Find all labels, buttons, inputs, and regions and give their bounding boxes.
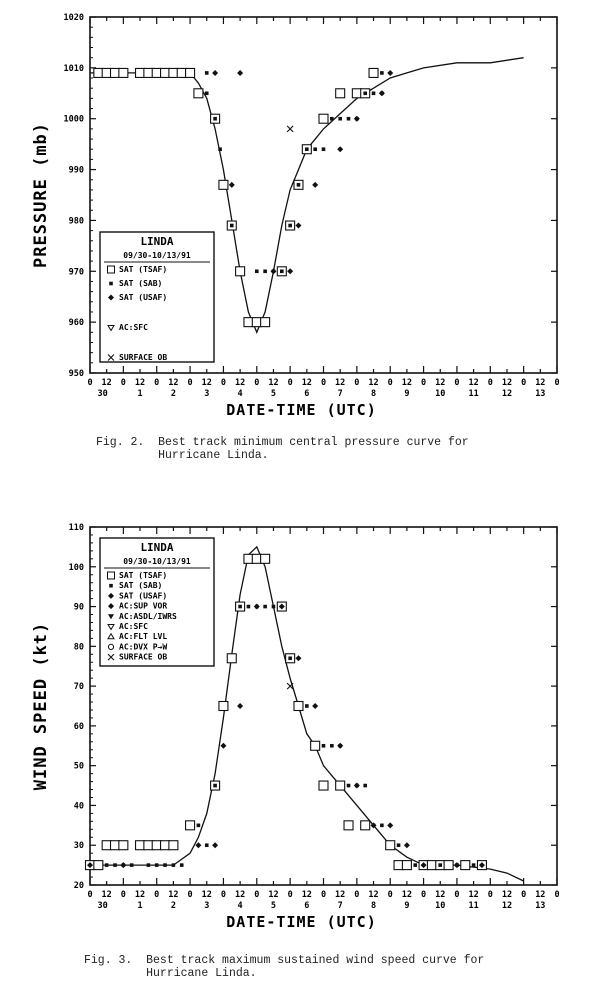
data-point bbox=[212, 842, 218, 848]
x-date-label: 7 bbox=[337, 901, 343, 911]
data-point bbox=[263, 269, 267, 273]
x-tick-label: 0 bbox=[154, 378, 160, 388]
y-tick-label: 950 bbox=[68, 369, 84, 379]
data-point bbox=[313, 147, 317, 151]
data-point bbox=[219, 702, 228, 711]
y-axis-title: WIND SPEED (kt) bbox=[31, 621, 51, 791]
caption-line-2: Hurricane Linda. bbox=[146, 967, 257, 980]
legend-box bbox=[100, 538, 214, 666]
data-point bbox=[272, 605, 276, 609]
data-point bbox=[213, 784, 217, 788]
x-axis-title: DATE-TIME (UTC) bbox=[226, 401, 377, 419]
legend-entry: SAT (USAF) bbox=[119, 591, 168, 601]
x-tick-label: 0 bbox=[320, 890, 327, 900]
x-date-label: 2 bbox=[170, 901, 176, 911]
data-point bbox=[213, 117, 217, 121]
x-tick-label: 12 bbox=[501, 378, 513, 388]
legend-entry: SAT (SAB) bbox=[119, 279, 163, 288]
data-point bbox=[136, 841, 145, 850]
caption-fig-number: Fig. 3. bbox=[84, 954, 133, 967]
data-point bbox=[120, 862, 126, 868]
data-point bbox=[312, 703, 318, 709]
data-point bbox=[270, 268, 276, 274]
y-tick-label: 20 bbox=[73, 881, 84, 891]
x-tick-label: 12 bbox=[368, 890, 379, 900]
data-point bbox=[372, 91, 376, 95]
data-point bbox=[197, 824, 201, 828]
x-date-label: 9 bbox=[404, 389, 410, 399]
legend-entry: SAT (SAB) bbox=[119, 581, 163, 591]
legend-entry: AC:DVX P→W bbox=[119, 642, 168, 652]
x-date-label: 3 bbox=[204, 901, 210, 911]
x-tick-label: 0 bbox=[554, 890, 560, 900]
data-point bbox=[438, 863, 442, 867]
x-tick-label: 0 bbox=[487, 890, 493, 900]
legend-title: LINDA bbox=[140, 235, 174, 248]
data-point bbox=[338, 117, 342, 121]
x-tick-label: 0 bbox=[287, 378, 293, 388]
data-point bbox=[94, 68, 103, 77]
x-date-label: 3 bbox=[204, 389, 210, 399]
legend-dates: 09/30-10/13/91 bbox=[123, 557, 191, 566]
data-point bbox=[186, 821, 195, 830]
x-tick-label: 12 bbox=[501, 890, 513, 900]
caption-line-1: Best track maximum sustained wind speed curve for bbox=[146, 954, 485, 967]
figure-2-caption bbox=[96, 436, 469, 462]
x-tick-label: 12 bbox=[401, 378, 413, 388]
x-tick-label: 0 bbox=[220, 890, 226, 900]
x-tick-label: 12 bbox=[301, 890, 312, 900]
data-point bbox=[212, 70, 218, 76]
data-point bbox=[394, 861, 403, 870]
legend-box bbox=[100, 232, 214, 362]
x-date-label: 11 bbox=[468, 901, 479, 911]
data-point bbox=[238, 605, 242, 609]
data-point bbox=[379, 90, 385, 96]
data-point bbox=[322, 147, 326, 151]
x-date-label: 12 bbox=[501, 389, 513, 399]
y-tick-label: 960 bbox=[68, 318, 84, 329]
x-tick-label: 0 bbox=[187, 890, 193, 900]
data-point bbox=[218, 147, 222, 151]
x-tick-label: 12 bbox=[468, 378, 479, 388]
x-date-label: 6 bbox=[304, 389, 310, 399]
data-point bbox=[119, 68, 128, 77]
data-point bbox=[205, 91, 209, 95]
x-tick-label: 0 bbox=[354, 378, 360, 388]
x-tick-label: 0 bbox=[354, 890, 360, 900]
x-date-label: 7 bbox=[337, 389, 343, 399]
x-tick-label: 0 bbox=[187, 378, 193, 388]
data-point bbox=[186, 68, 195, 77]
legend-entry: SURFACE OB bbox=[119, 652, 168, 662]
x-tick-label: 0 bbox=[254, 378, 260, 388]
legend-entry: SAT (TSAF) bbox=[119, 571, 168, 580]
x-tick-label: 12 bbox=[168, 378, 179, 388]
data-point bbox=[144, 68, 153, 77]
data-point bbox=[337, 743, 343, 749]
y-tick-label: 100 bbox=[68, 562, 84, 573]
data-point bbox=[236, 267, 245, 276]
legend-entry: AC:ASDL/IWRS bbox=[119, 611, 177, 621]
data-point bbox=[472, 863, 476, 867]
x-tick-label: 12 bbox=[435, 890, 446, 900]
data-point bbox=[295, 223, 301, 229]
data-point bbox=[194, 89, 203, 98]
x-tick-label: 0 bbox=[454, 890, 460, 900]
series-sat-sab bbox=[205, 71, 384, 273]
legend-entry: AC:SUP VOR bbox=[119, 601, 168, 611]
series-surface-ob bbox=[287, 126, 293, 132]
x-tick-label: 12 bbox=[168, 890, 179, 900]
x-date-label: 8 bbox=[370, 901, 377, 911]
y-tick-label: 970 bbox=[68, 267, 84, 278]
legend-marker bbox=[108, 266, 115, 273]
x-tick-label: 12 bbox=[134, 890, 146, 900]
caption-line-1: Best track minimum central pressure curve for bbox=[158, 436, 469, 449]
data-point bbox=[163, 863, 167, 867]
data-point bbox=[172, 863, 176, 867]
data-point bbox=[161, 68, 170, 77]
x-tick-label: 12 bbox=[368, 378, 379, 388]
data-point bbox=[336, 89, 345, 98]
data-point bbox=[363, 91, 367, 95]
data-point bbox=[136, 68, 145, 77]
data-point bbox=[305, 147, 309, 151]
y-tick-label: 110 bbox=[68, 523, 84, 533]
data-point bbox=[319, 114, 328, 123]
data-point bbox=[319, 781, 328, 790]
x-tick-label: 12 bbox=[101, 890, 112, 900]
x-tick-label: 0 bbox=[87, 378, 93, 388]
data-point bbox=[347, 784, 351, 788]
data-point bbox=[295, 655, 301, 661]
data-point bbox=[155, 863, 159, 867]
data-point bbox=[111, 68, 120, 77]
legend-entry: AC:FLT LVL bbox=[119, 632, 168, 642]
data-point bbox=[280, 269, 284, 273]
legend-entry: AC:SFC bbox=[119, 323, 148, 332]
data-point bbox=[111, 841, 120, 850]
x-tick-label: 12 bbox=[435, 378, 446, 388]
y-tick-label: 80 bbox=[73, 642, 84, 653]
x-date-label: 8 bbox=[370, 389, 377, 399]
x-date-label: 5 bbox=[270, 389, 277, 399]
figure-3-caption bbox=[84, 954, 484, 980]
x-date-label: 10 bbox=[435, 389, 446, 399]
legend-marker bbox=[109, 584, 113, 588]
y-tick-label: 50 bbox=[73, 761, 84, 772]
x-date-label: 10 bbox=[435, 901, 446, 911]
data-point bbox=[354, 783, 360, 789]
x-date-label: 13 bbox=[535, 389, 546, 399]
data-point bbox=[363, 784, 367, 788]
x-date-label: 4 bbox=[237, 901, 243, 911]
data-point bbox=[94, 861, 103, 870]
data-point bbox=[227, 654, 236, 663]
x-date-label: 11 bbox=[468, 389, 479, 399]
x-tick-label: 12 bbox=[535, 378, 546, 388]
legend-entry: SAT (USAF) bbox=[119, 293, 168, 302]
data-point bbox=[254, 604, 260, 610]
x-tick-label: 0 bbox=[421, 890, 427, 900]
x-tick-label: 0 bbox=[454, 378, 460, 388]
data-point bbox=[387, 822, 393, 828]
x-tick-label: 12 bbox=[335, 890, 346, 900]
y-tick-label: 990 bbox=[68, 165, 84, 176]
x-tick-label: 12 bbox=[201, 890, 212, 900]
data-point bbox=[152, 68, 161, 77]
data-point bbox=[252, 318, 261, 327]
data-point bbox=[180, 863, 184, 867]
y-axis-title: PRESSURE (mb) bbox=[31, 121, 51, 269]
x-tick-label: 0 bbox=[521, 890, 527, 900]
y-tick-label: 1020 bbox=[63, 13, 84, 23]
data-point bbox=[247, 605, 251, 609]
legend-entry: SAT (TSAF) bbox=[119, 265, 168, 274]
x-date-label: 30 bbox=[97, 901, 108, 911]
data-point bbox=[147, 863, 151, 867]
data-point bbox=[205, 843, 209, 847]
data-point bbox=[297, 183, 301, 187]
x-tick-label: 0 bbox=[387, 378, 393, 388]
x-tick-label: 0 bbox=[120, 890, 126, 900]
data-point bbox=[361, 821, 370, 830]
data-point bbox=[386, 841, 395, 850]
y-tick-label: 1010 bbox=[63, 63, 84, 74]
data-point bbox=[322, 744, 326, 748]
data-point bbox=[237, 70, 243, 76]
data-point bbox=[354, 116, 360, 122]
data-point bbox=[461, 861, 470, 870]
data-point bbox=[311, 741, 320, 750]
x-date-label: 9 bbox=[404, 901, 410, 911]
data-point bbox=[261, 554, 270, 563]
data-point bbox=[288, 656, 292, 660]
x-date-label: 5 bbox=[270, 901, 277, 911]
x-tick-label: 12 bbox=[234, 378, 246, 388]
data-point bbox=[336, 781, 345, 790]
legend-marker bbox=[109, 282, 113, 286]
data-point bbox=[352, 89, 361, 98]
data-point bbox=[330, 117, 334, 121]
x-tick-label: 0 bbox=[487, 378, 493, 388]
data-point bbox=[261, 318, 270, 327]
x-date-label: 2 bbox=[170, 389, 176, 399]
data-point bbox=[288, 224, 292, 228]
x-date-label: 1 bbox=[137, 389, 143, 399]
x-date-label: 4 bbox=[237, 389, 243, 399]
data-point bbox=[369, 68, 378, 77]
legend-marker bbox=[108, 572, 115, 579]
data-point bbox=[344, 821, 353, 830]
x-tick-label: 12 bbox=[335, 378, 346, 388]
caption-fig-number: Fig. 2. bbox=[96, 436, 145, 449]
data-point bbox=[244, 554, 253, 563]
x-tick-label: 0 bbox=[320, 378, 327, 388]
x-tick-label: 12 bbox=[268, 890, 279, 900]
legend-title: LINDA bbox=[140, 541, 174, 554]
x-axis-title: DATE-TIME (UTC) bbox=[226, 913, 377, 931]
data-point bbox=[347, 117, 351, 121]
x-tick-label: 0 bbox=[421, 378, 427, 388]
x-tick-label: 0 bbox=[154, 890, 160, 900]
data-point bbox=[113, 863, 117, 867]
data-point bbox=[263, 605, 267, 609]
data-point bbox=[305, 704, 309, 708]
data-point bbox=[380, 71, 384, 75]
x-tick-label: 12 bbox=[401, 890, 413, 900]
x-tick-label: 0 bbox=[220, 378, 226, 388]
data-point bbox=[402, 861, 411, 870]
data-point bbox=[454, 862, 460, 868]
y-tick-label: 90 bbox=[73, 602, 84, 613]
data-point bbox=[330, 744, 334, 748]
chart-panel-2 bbox=[31, 523, 560, 931]
legend-entry: AC:SFC bbox=[119, 622, 148, 631]
data-point bbox=[105, 863, 109, 867]
data-point bbox=[119, 841, 128, 850]
x-tick-label: 12 bbox=[468, 890, 479, 900]
x-tick-label: 0 bbox=[254, 890, 260, 900]
x-tick-label: 0 bbox=[521, 378, 527, 388]
x-date-label: 30 bbox=[97, 389, 108, 399]
data-point bbox=[404, 842, 410, 848]
data-point bbox=[169, 68, 178, 77]
x-tick-label: 12 bbox=[134, 378, 146, 388]
y-tick-label: 40 bbox=[73, 801, 84, 812]
y-tick-label: 980 bbox=[68, 216, 84, 227]
x-tick-label: 12 bbox=[101, 378, 112, 388]
x-tick-label: 12 bbox=[301, 378, 312, 388]
data-point bbox=[380, 824, 384, 828]
y-tick-label: 60 bbox=[73, 721, 84, 732]
data-point bbox=[152, 841, 161, 850]
data-point bbox=[397, 843, 401, 847]
x-date-label: 12 bbox=[501, 901, 513, 911]
x-tick-label: 0 bbox=[287, 890, 293, 900]
data-point bbox=[427, 861, 436, 870]
data-point bbox=[144, 841, 153, 850]
data-point bbox=[252, 554, 261, 563]
data-point bbox=[244, 318, 253, 327]
x-tick-label: 12 bbox=[234, 890, 246, 900]
y-tick-label: 1000 bbox=[63, 114, 84, 125]
x-tick-label: 12 bbox=[268, 378, 279, 388]
x-tick-label: 0 bbox=[87, 890, 93, 900]
x-date-label: 1 bbox=[137, 901, 143, 911]
chart-panel-1 bbox=[31, 13, 560, 419]
x-tick-label: 0 bbox=[387, 890, 393, 900]
x-tick-label: 12 bbox=[535, 890, 546, 900]
data-point bbox=[230, 224, 234, 228]
data-point bbox=[444, 861, 453, 870]
data-point bbox=[220, 743, 226, 749]
y-tick-label: 70 bbox=[73, 682, 84, 693]
x-date-label: 13 bbox=[535, 901, 546, 911]
data-point bbox=[102, 841, 111, 850]
data-point bbox=[177, 68, 186, 77]
data-point bbox=[169, 841, 178, 850]
legend-dates: 09/30-10/13/91 bbox=[123, 251, 191, 260]
data-point bbox=[237, 703, 243, 709]
data-point bbox=[413, 863, 417, 867]
x-tick-label: 0 bbox=[120, 378, 126, 388]
data-point bbox=[219, 180, 228, 189]
data-point bbox=[287, 268, 293, 274]
legend-entry: SURFACE OB bbox=[119, 353, 168, 362]
data-point bbox=[255, 269, 259, 273]
y-tick-label: 30 bbox=[73, 841, 84, 852]
caption-line-2: Hurricane Linda. bbox=[158, 449, 269, 462]
data-point bbox=[205, 71, 209, 75]
data-point bbox=[102, 68, 111, 77]
data-point bbox=[229, 182, 235, 188]
data-point bbox=[337, 146, 343, 152]
data-point bbox=[312, 182, 318, 188]
data-point bbox=[287, 126, 293, 132]
series-sat-usaf bbox=[212, 70, 393, 274]
x-tick-label: 12 bbox=[201, 378, 212, 388]
data-point bbox=[387, 70, 393, 76]
data-point bbox=[161, 841, 170, 850]
x-tick-label: 0 bbox=[554, 378, 560, 388]
data-point bbox=[294, 702, 303, 711]
data-point bbox=[195, 842, 201, 848]
x-date-label: 6 bbox=[304, 901, 310, 911]
data-point bbox=[130, 863, 134, 867]
